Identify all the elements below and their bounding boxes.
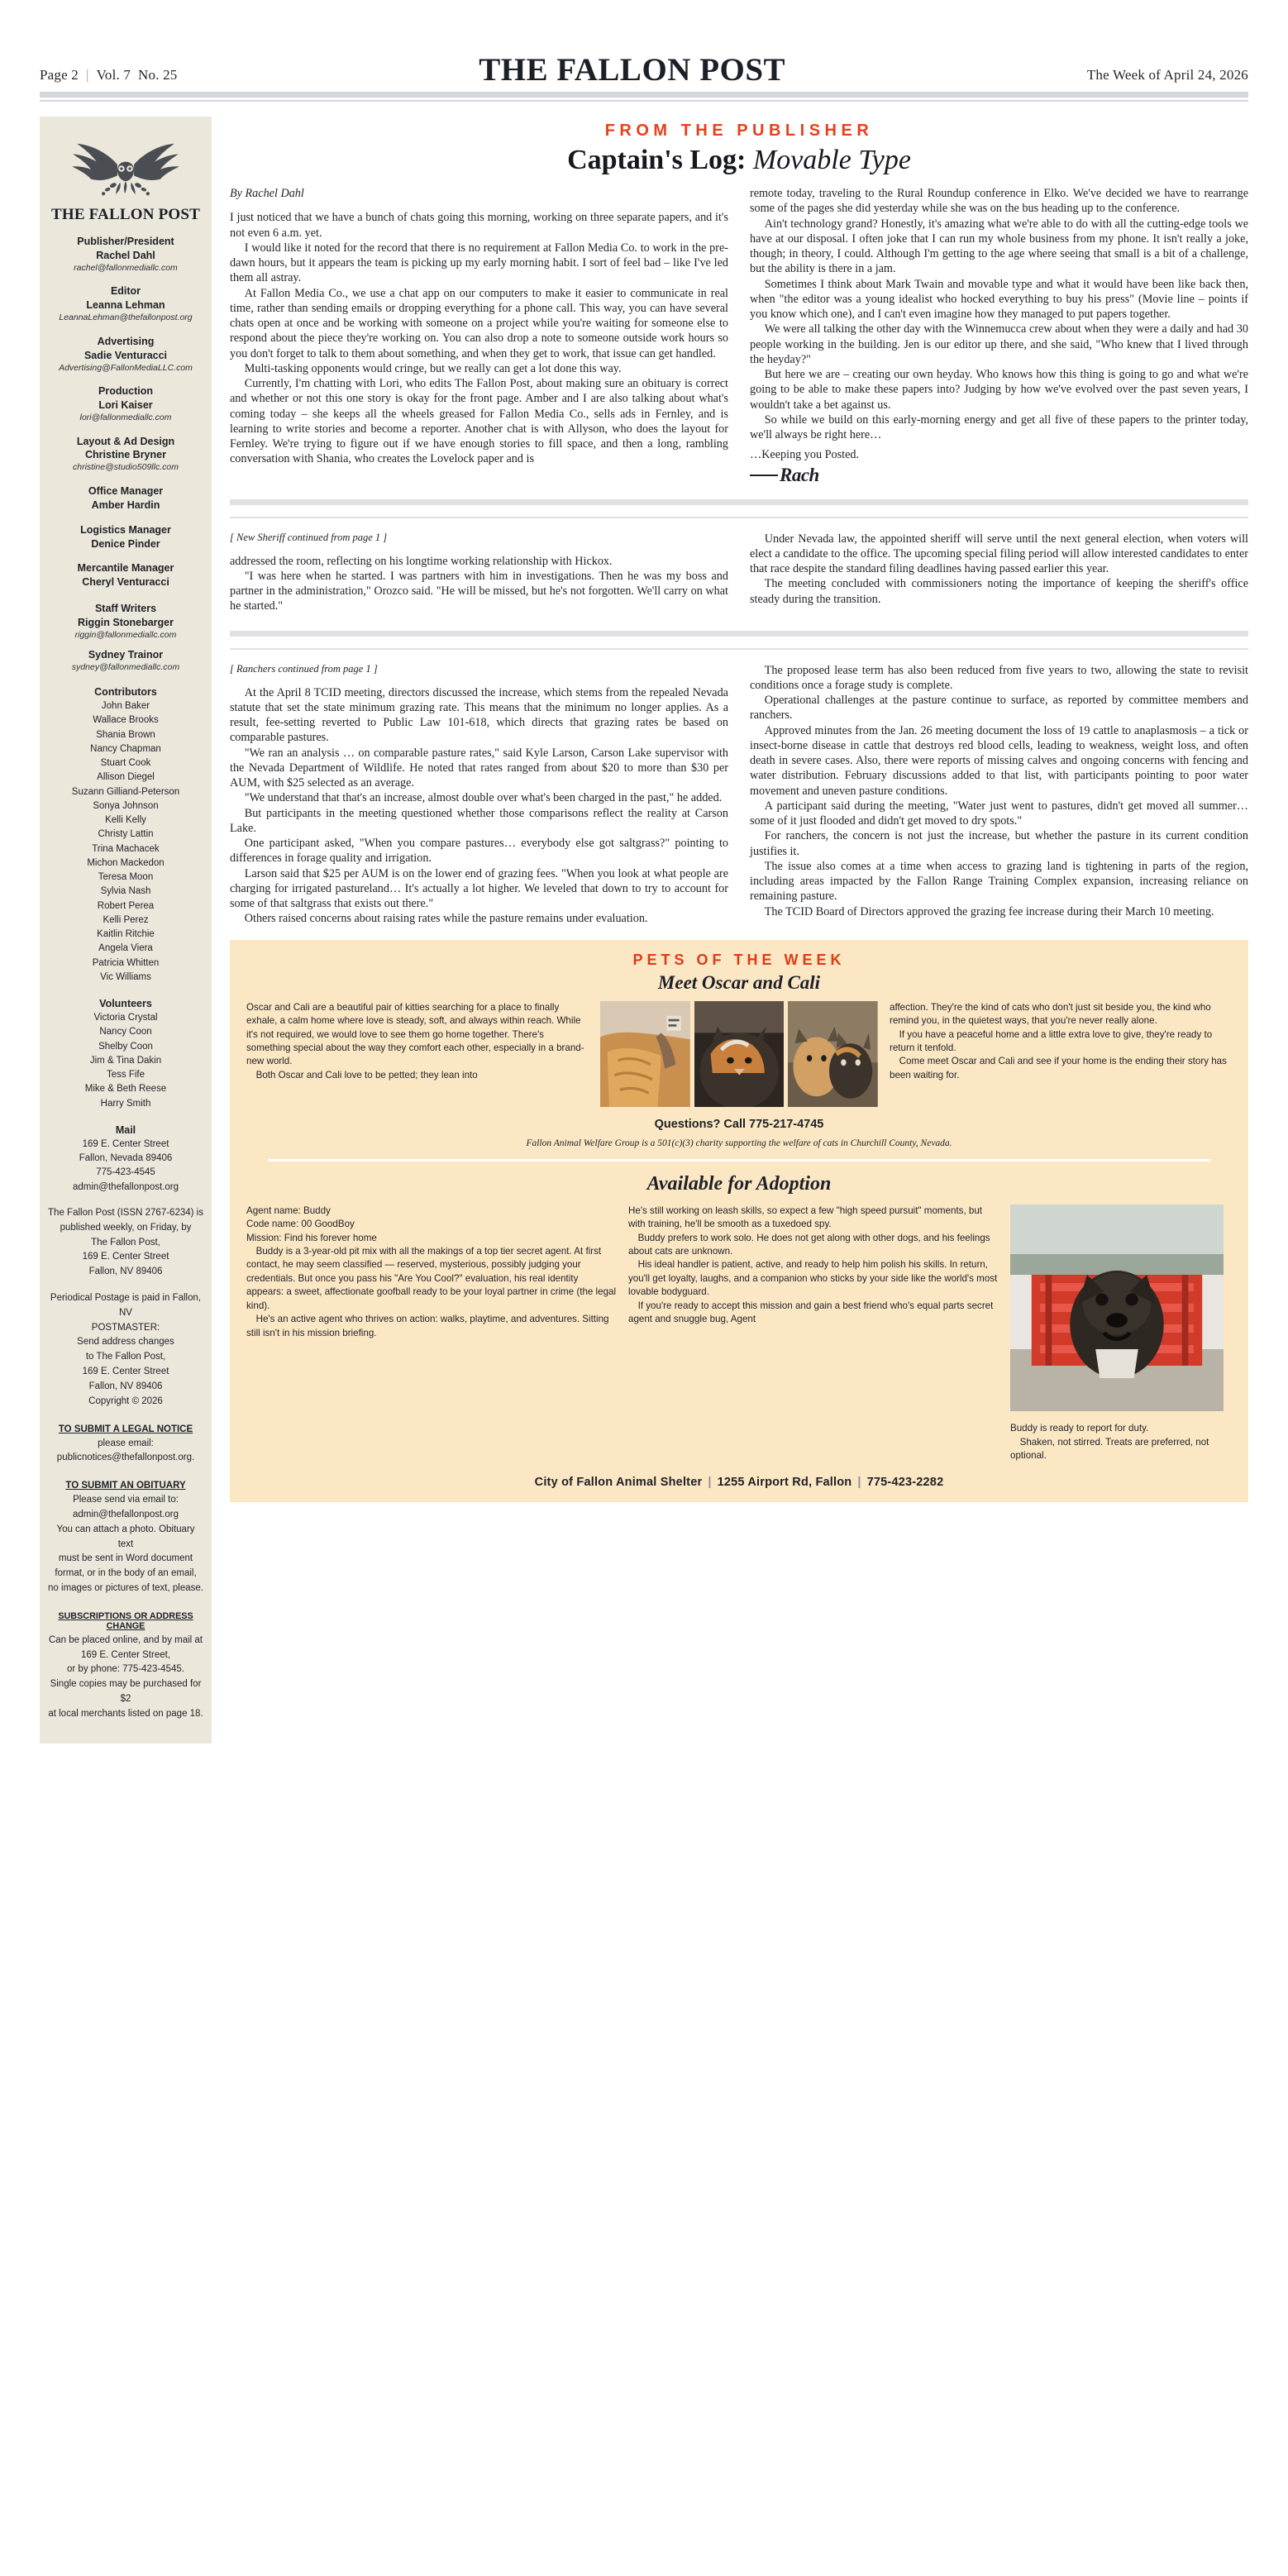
paragraph: The issue also comes at a time when access to grazing land is tightening in parts of the region, including areas impacted by the Fallon Range Training Complex expansion, increasing reliance on remaining pasture. (750, 859, 1248, 904)
staff-writer-email[interactable]: riggin@fallonmediallc.com (74, 630, 177, 641)
paragraph: So while we build on this early-morning energy and get all five of these papers to the printer today, we'll always be right here… (750, 413, 1248, 442)
paragraph: He's still working on leash skills, so expect a few "high speed pursuit" moments, but with training, he'll be smooth as a tuxedoed spy. (628, 1205, 983, 1230)
dog-photo (1010, 1205, 1224, 1411)
signature-name: Rach (780, 464, 819, 485)
list-item: Kelli Kelly (105, 815, 146, 826)
subs-line: or by phone: 775-423-4545. (67, 1664, 184, 1675)
staff-role: Logistics Manager (80, 523, 171, 536)
paragraph: "We ran an analysis … on comparable pasture rates," said Kyle Larson, Carson Lake supervisor with the Nevada Department of Wildlife. He noted that rates ranged from about $20 to more than $30 per AUM, with $25 selected as an average. (230, 746, 728, 790)
paragraph: Larson said that $25 per AUM is on the lower end of grazing fees. "When you look at what people are charging for irrigated pastureland… It's actually a lot higher. We leveled that down to try to account for some of that saltgrass that exists out there." (230, 866, 728, 911)
staff-name: Denice Pinder (91, 537, 160, 550)
mail-line: 775-423-4545 (96, 1167, 155, 1178)
pets-left-column (246, 1001, 589, 1107)
subscriptions-heading: SUBSCRIPTIONS OR ADDRESS CHANGE (58, 1610, 193, 1631)
masthead-rule-thick (40, 92, 1248, 98)
volunteers-list (48, 1011, 203, 1111)
paragraph: Buddy prefers to work solo. He does not get along with other dogs, and his feelings about cats are unknown. (628, 1232, 990, 1257)
paragraph: Operational challenges at the pasture continue to surface, as reported by committee members and ranchers. (750, 694, 1248, 723)
paragraph: But participants in the meeting questioned whether those comparisons reflect the reality at Carson Lake. (230, 806, 728, 835)
sidebar-logo-title: THE FALLON POST (50, 206, 200, 223)
paragraph: "I was here when he started. I was partners with him in investigations. Then he was my boss and partner in the administration," Orozco said. "He will be missed, but he's not forgotten. We'll carry on what he started." (230, 569, 728, 613)
staff-entry (48, 484, 203, 513)
postage-line: Periodical Postage is paid in Fallon, NV (50, 1293, 202, 1318)
paragraph: Multi-tasking opponents would cringe, but we really can get a lot done this way. (244, 361, 622, 375)
postage-line: Copyright © 2026 (88, 1395, 163, 1406)
shelter-name: City of Fallon Animal Shelter (534, 1476, 703, 1490)
paragraph: A participant said during the meeting, "Water just went to pastures, didn't get moved all summer… some of it just flooded and didn't get moved to dry spots." (750, 799, 1248, 828)
paragraph: "We understand that that's an increase, almost double over what's been charged in the past," he added. (244, 791, 723, 805)
staff-name: Sadie Venturacci (83, 349, 168, 361)
section-rule-thin (230, 517, 1248, 518)
pets-disclaimer: Fallon Animal Welfare Group is a 501(c)(3) charity supporting the welfare of cats in Churchill County, Nevada. (526, 1138, 952, 1148)
pets-questions-line: Questions? Call 775-217-4745 (654, 1117, 824, 1131)
list-item: Wallace Brooks (93, 715, 159, 726)
list-item: Christy Lattin (98, 829, 154, 840)
staff-name: Cheryl Venturacci (82, 576, 169, 589)
main-content (212, 117, 1248, 1744)
footer-divider: | (708, 1476, 712, 1490)
obit-line: You can attach a photo. Obituary text (56, 1524, 195, 1549)
staff-writer-name: Sydney Trainor (88, 648, 164, 661)
paragraph: Currently, I'm chatting with Lori, who edits The Fallon Post, about making sure an obituary is correct and whether or not this one story is okay for the front page. Amber and I are also talking about what's coming today – she keeps all the wheels greased for Fallon Media Co., sells ads in Fernley, and is learning to write stories and become a reporter. Another chat is with Allyson, who does the layout for Fernley. We're trying to figure out if we have enough stories to fill space, and then a long, rambling conversation with Shania, who creates the Lovelock paper and is (230, 377, 728, 466)
ranchers-continued-tag: [ Ranchers continued from page 1 ] (230, 662, 378, 675)
obit-line: no images or pictures of text, please. (48, 1583, 203, 1594)
staff-entry (48, 335, 203, 374)
list-item: Shelby Coon (98, 1041, 153, 1052)
issn-block (48, 1206, 203, 1280)
adoption-title: Available for Adoption (646, 1172, 832, 1195)
byline: By Rachel Dahl (230, 187, 304, 201)
ranchers-article (230, 663, 1248, 927)
list-item: Robert Perea (97, 900, 155, 911)
page-body (0, 102, 1288, 1744)
footer-divider: | (857, 1476, 861, 1490)
paragraph: His ideal handler is patient, active, and ready to help him polish his skills. In return, you'll get loyalty, laughs, and a companion who sticks by your side like the world's most lovable bodyguard. (628, 1259, 998, 1298)
paragraph: At the April 8 TCID meeting, directors discussed the increase, which stems from the repealed Nevada statute that set the state minimum grazing rate. This means that the minimum no longer applies. As a result, fee-setting reverted to Public Law 101-618, which directs that grazing rates be based on comparable pastures. (230, 685, 728, 745)
paragraph: Shaken, not stirred. Treats are preferred, not optional. (1010, 1436, 1209, 1461)
list-item: Jim & Tina Dakin (89, 1055, 162, 1066)
paragraph: Sometimes I think about Mark Twain and movable type and what it would have been like back then, when "the editor was a young idealist who hocked everything to buy his press" (Movie line – points if you know which one), and I can't even imagine how they managed to put papers together. (750, 277, 1248, 322)
paragraph: For ranchers, the concern is not just the increase, but whether the pasture in its current condition justifies it. (750, 829, 1248, 858)
staff-entry (48, 235, 203, 274)
legal-line[interactable]: publicnotices@thefallonpost.org. (56, 1453, 195, 1463)
subs-line: Single copies may be purchased for $2 (50, 1679, 202, 1705)
pets-subtitle: Meet Oscar and Cali (657, 971, 821, 993)
pets-content (246, 1001, 1232, 1107)
paragraph: Under Nevada law, the appointed sheriff will serve until the next general election, when voters will elect a candidate to the office. The upcoming special filing period will allow interested candidates to enter that race despite the standard filing deadlines having passed earlier this year. (750, 532, 1248, 576)
adoption-middle-column (628, 1205, 999, 1463)
paragraph: The proposed lease term has also been reduced from five years to two, allowing the state to revisit conditions once a forage study is complete. (750, 663, 1248, 692)
staff-writer-email[interactable]: sydney@fallonmediallc.com (71, 661, 180, 672)
obit-line: format, or in the body of an email, (55, 1568, 197, 1579)
paragraph: affection. They're the kind of cats who don't just sit beside you, the kind who remind you, in the quietest ways, that you're never really alone. (890, 1001, 1211, 1027)
signoff-text: …Keeping you Posted. (750, 448, 860, 462)
paragraph: I would like it noted for the record that there is no requirement at Fallon Media Co. to work in the pre-dawn hours, but it appears the team is picking up my early morning habit. I sort of feel bad – like I've led them all astray. (230, 241, 728, 285)
ranchers-body (230, 663, 1248, 927)
paragraph: We were all talking the other day with the Winnemucca crew about when they were a daily and had 30 people working in the building. Jen is our editor up there, and she said, "Who knew that I lived through the heyday?" (750, 322, 1248, 366)
list-item: Shania Brown (96, 729, 155, 740)
postage-line: to The Fallon Post, (85, 1352, 166, 1362)
section-rule-thin (230, 648, 1248, 650)
staff-role: Editor (110, 285, 141, 298)
adoption-right-group (1010, 1205, 1232, 1463)
list-item: Nancy Coon (99, 1027, 152, 1038)
staff-role: Office Manager (88, 484, 164, 497)
issn-line: Fallon, NV 89406 (88, 1267, 163, 1277)
list-item: Stuart Cook (100, 758, 151, 769)
paragraph: Oscar and Cali are a beautiful pair of kitties searching for a place to finally exhale, a calm home where love is steady, soft, and always within reach. While it's not required, we would love to see them go home together. There's something special about the way they comfort each other, especially in a brand-new world. (246, 1001, 584, 1067)
staff-email[interactable]: LeannaLehman@thefallonpost.org (59, 312, 193, 323)
shelter-phone: 775-423-2282 (866, 1476, 944, 1490)
list-item: Trina Machacek (92, 843, 160, 854)
pets-of-the-week-section (230, 940, 1248, 1503)
list-item: Suzann Gilliand-Peterson (71, 786, 180, 797)
orange-cat-photo (600, 1001, 690, 1107)
mail-heading: Mail (115, 1123, 136, 1136)
headline-sub: Movable Type (752, 145, 911, 175)
calico-cat-photo (694, 1001, 785, 1107)
obit-line: Please send via email to: (73, 1495, 179, 1505)
two-cats-photo (788, 1001, 878, 1107)
signature-dash (750, 475, 778, 476)
issn-line: published weekly, on Friday, by (60, 1222, 192, 1233)
paragraph: Others raised concerns about raising rates while the pasture remains under evaluation. (244, 912, 648, 926)
list-item: Vic Williams (100, 971, 151, 982)
staff-entry (48, 435, 203, 474)
list-item: Teresa Moon (98, 872, 154, 883)
paragraph: At Fallon Media Co., we use a chat app on our computers to make it easier to communicate in real time, rather than sending emails or dropping everything for a phone call. This way, you can have several chats open at once and be working with someone on a project while you're waiting for someone else to respond about the piece they're working on. You can also drop a note to someone outside work hours so you don't forget to talk to them about something, and when they get to work, that issue can get handled. (230, 286, 728, 360)
obituary-block (48, 1493, 203, 1596)
list-item: Allison Diegel (97, 772, 155, 783)
legal-notice-heading: TO SUBMIT A LEGAL NOTICE (58, 1424, 193, 1434)
paragraph: The meeting concluded with commissioners noting the importance of keeping the sheriff's office steady during the transition. (750, 577, 1248, 606)
shelter-address: 1255 Airport Rd, Fallon (717, 1476, 852, 1490)
paragraph: remote today, traveling to the Rural Roundup conference in Elko. We've decided we have to rearrange some of the pages she did yesterday while she was on the bus heading up to the conference. (750, 187, 1248, 216)
staff-role: Mercantile Manager (77, 562, 174, 575)
paragraph: addressed the room, reflecting on his longtime working relationship with Hickox. (230, 554, 613, 568)
staff-email[interactable]: christine@studio509llc.com (73, 462, 179, 473)
list-item: Mike & Beth Reese (84, 1084, 167, 1095)
masthead-left (40, 67, 178, 83)
volume-label: Vol. 7 (96, 67, 131, 83)
adoption-content (246, 1205, 1232, 1463)
subs-line: Can be placed online, and by mail at (48, 1634, 203, 1645)
staff-email[interactable]: lori@fallonmediallc.com (79, 412, 172, 422)
paragraph: Agent name: Buddy (246, 1205, 331, 1216)
mail-line: Fallon, Nevada 89406 (79, 1153, 173, 1164)
list-item: Tess Fife (106, 1070, 145, 1080)
paragraph: He's an active agent who thrives on action: walks, playtime, and adventures. Sitting still isn't in his mission briefing. (246, 1314, 609, 1338)
paragraph: Mission: Find his forever home (246, 1232, 377, 1243)
staff-email[interactable]: Advertising@FallonMediaLLC.com (59, 362, 193, 373)
issn-line: 169 E. Center Street (82, 1252, 169, 1262)
newspaper-title: THE FALLON POST (479, 52, 786, 88)
legal-line: please email: (98, 1438, 154, 1448)
publisher-signature (750, 465, 1248, 486)
owl-logo-icon (56, 133, 195, 204)
paragraph: The TCID Board of Directors approved the grazing fee increase during their March 10 meeting. (764, 904, 1214, 918)
contributors-list (48, 699, 203, 985)
publisher-kicker: FROM THE PUBLISHER (604, 122, 874, 140)
section-rule (230, 499, 1248, 505)
volunteers-heading: Volunteers (99, 998, 152, 1010)
masthead-divider: | (86, 67, 89, 83)
staff-entry (48, 523, 203, 551)
sheriff-continued-tag: [ New Sheriff continued from page 1 ] (230, 531, 388, 543)
paragraph: Buddy is a 3-year-old pit mix with all the makings of a top tier secret agent. At first contact, he may seem classified — reserved, mysterious, possibly judging your credentials. But once you pass his "Are You Cool?" evaluation, his real identity appears: a sweet, affectionate goofball ready to be your loyal partner in crime (the legal kind). (246, 1245, 617, 1311)
list-item: Michon Mackedon (87, 857, 165, 868)
paragraph: Approved minutes from the Jan. 26 meeting document the loss of 19 cattle to anaplasmosis – a tick or insect-borne disease in cattle that destroys red blood cells, leading to weakness, weight loss, and often death in severe cases. Also, there were reports of missing calves and ongoing concerns with fencing and water distribution. February discussions added to that list, with participants pointing to poor water movement and uneven pasture conditions. (750, 723, 1248, 798)
paragraph: Buddy is ready to report for duty. (1010, 1423, 1149, 1434)
page-masthead (0, 0, 1288, 88)
issue-date-label: The Week of April 24, 2026 (1086, 67, 1248, 83)
paragraph: Ain't technology grand? Honestly, it's amazing what we're able to do with all the cutting-edge tools we have at our disposal. I often joke that I can run my whole business from my phone. It isn't really a joke, though; in theory, I could. Although I'm getting to the age where seeing that small is a bit of a challenge, but the ability is there in a jam. (750, 217, 1248, 276)
section-rule (230, 631, 1248, 637)
staff-role: Layout & Ad Design (76, 435, 175, 447)
paragraph: If you're ready to accept this mission and gain a best friend who's equal parts secret agent and snuggle bug, Agent (628, 1300, 994, 1325)
postage-line: Fallon, NV 89406 (88, 1381, 163, 1391)
pets-photo-group (600, 1001, 878, 1107)
staff-name: Amber Hardin (91, 499, 160, 511)
list-item: Sonya Johnson (93, 800, 159, 811)
staff-entry (48, 384, 203, 423)
staff-box-sidebar (40, 117, 212, 1744)
staff-name: Lori Kaiser (98, 399, 153, 412)
mail-block (48, 1138, 203, 1195)
issn-line: The Fallon Post, (91, 1237, 160, 1247)
postage-line: Send address changes (77, 1337, 174, 1348)
adoption-left-column (246, 1205, 617, 1463)
list-item: Harry Smith (100, 1098, 151, 1109)
staff-name: Leanna Lehman (86, 299, 165, 312)
list-item: Kelli Perez (103, 914, 149, 925)
mail-line: 169 E. Center Street (82, 1138, 169, 1149)
obit-line: must be sent in Word document (58, 1553, 193, 1564)
legal-notice-block (48, 1437, 203, 1467)
paragraph: I just noticed that we have a bunch of chats going this morning, working on three separate papers, and it's not even 6 a.m. yet. (230, 211, 728, 240)
pets-kicker: PETS OF THE WEEK (632, 951, 846, 968)
staff-entry (48, 284, 203, 323)
staff-role: Publisher/President (77, 236, 174, 247)
staff-entry (48, 561, 203, 589)
list-item: Sylvia Nash (100, 886, 151, 897)
list-item: Patricia Whitten (92, 957, 160, 968)
postage-block (48, 1291, 203, 1410)
contributors-heading: Contributors (94, 686, 157, 699)
list-item: John Baker (101, 701, 150, 712)
staff-role: Production (98, 385, 153, 398)
issue-number-label: No. 25 (138, 67, 178, 83)
paragraph: But here we are – creating our own heyday. Who knows how this thing is going to go and what we're going to be able to make these papers into? Judging by how we've evolved over the past seven years, I wouldn't take a bet against us. (750, 368, 1248, 412)
staff-writer-name: Riggin Stonebarger (78, 617, 174, 629)
pets-divider (268, 1159, 1210, 1162)
headline-main: Captain's Log: (567, 145, 747, 175)
page-number-label: Page 2 (40, 67, 79, 83)
staff-role: Advertising (97, 335, 155, 347)
list-item: Nancy Chapman (90, 743, 161, 754)
staff-name: Rachel Dahl (96, 249, 155, 261)
list-item: Angela Viera (98, 943, 153, 954)
obit-line[interactable]: admin@thefallonpost.org (72, 1509, 179, 1519)
staff-name: Christine Bryner (85, 449, 166, 461)
mail-line[interactable]: admin@thefallonpost.org (72, 1181, 179, 1192)
staff-list (48, 235, 203, 589)
subs-line: at local merchants listed on page 18. (48, 1708, 203, 1719)
paragraph: Code name: 00 GoodBoy (246, 1219, 355, 1230)
publisher-article (230, 122, 1248, 486)
subscriptions-block (48, 1634, 203, 1722)
paragraph: Come meet Oscar and Cali and see if your home is the ending their story has been waiting for. (890, 1056, 1227, 1080)
publisher-headline (230, 144, 1248, 176)
paragraph: One participant asked, "When you compare pastures… everybody else got saltgrass?" pointing to differences in forage quality and irrigation. (230, 837, 728, 866)
sheriff-article (230, 532, 1248, 614)
shelter-footer (246, 1476, 1232, 1489)
postage-line: POSTMASTER: (91, 1322, 160, 1333)
pets-right-column (890, 1001, 1232, 1107)
list-item: Victoria Crystal (93, 1013, 158, 1023)
obituary-heading: TO SUBMIT AN OBITUARY (65, 1481, 186, 1491)
staff-email[interactable]: rachel@fallonmediallc.com (74, 262, 178, 273)
paragraph: If you have a peaceful home and a little extra love to give, they're ready to return it tenfold. (890, 1028, 1213, 1053)
list-item: Kaitlin Ritchie (97, 929, 155, 940)
sheriff-body (230, 532, 1248, 614)
subs-line: 169 E. Center Street, (80, 1649, 171, 1660)
issn-line: The Fallon Post (ISSN 2767-6234) is (48, 1207, 203, 1218)
staff-writers-heading: Staff Writers (94, 603, 157, 615)
publisher-body (230, 186, 1248, 486)
postage-line: 169 E. Center Street (82, 1367, 169, 1377)
paragraph: Both Oscar and Cali love to be petted; they lean into (255, 1069, 478, 1080)
